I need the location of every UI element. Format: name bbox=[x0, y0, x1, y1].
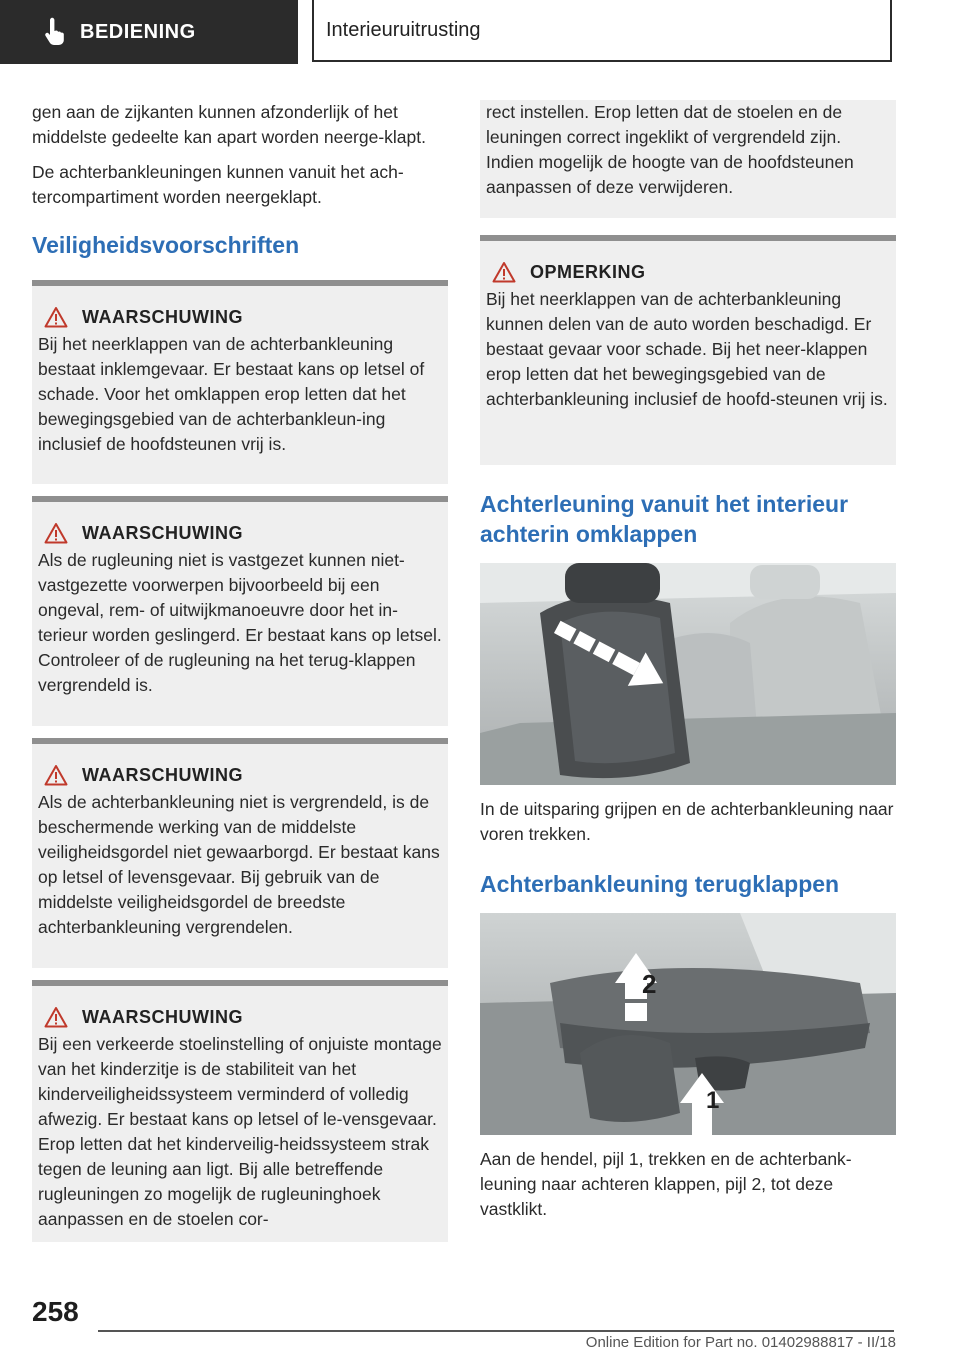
warning-text: Bij het neerklappen van de achterbankleuning bestaat inklemgevaar. Er bestaat kans op letsel of schade. Voor het omklappen erop letten dat het bewegingsgebied van de achterbankleun-ing inclusief de hoofdsteunen vrij is. bbox=[38, 334, 425, 454]
right-column bbox=[480, 100, 896, 1232]
notice-title: OPMERKING bbox=[530, 261, 646, 282]
caption-fold-back: Aan de hendel, pijl 1, trekken en de achterbank-leuning naar achteren klappen, pijl 2, tot deze vastklikt. bbox=[480, 1149, 852, 1219]
section-tab bbox=[0, 0, 298, 64]
intro-paragraph: gen aan de zijkanten kunnen afzonderlijk of het middelste gedeelte kan apart worden neerge-klapt. bbox=[32, 102, 426, 147]
warning-box bbox=[32, 738, 448, 968]
page-number: 258 bbox=[32, 1296, 79, 1327]
warning-title: WAARSCHUWING bbox=[82, 764, 243, 785]
warning-text: Bij een verkeerde stoelinstelling of onjuiste montage van het kinderzitje is de stabiliteit van het kinderveiligheidssysteem verminderd of volledig afwezig. Er bestaat kans op letsel of le-vensgevaar. Erop letten dat het kinderveilig-heidssysteem strak tegen de leuning aan ligt. Bij alle betreffende rugleuningen zo mogelijk de rugleuninghoek aanpassen en de stoelen cor- bbox=[38, 1034, 442, 1229]
photo-rear-seat-fold bbox=[480, 563, 896, 785]
arrow-label-2: 2 bbox=[642, 969, 657, 999]
warning-box bbox=[32, 496, 448, 726]
warning-text: Als de achterbankleuning niet is vergrendeld, is de beschermende werking van de middelste veiligheidsgordel niet gewaarborgd. Er bestaat kans op letsel of levensgevaar. Bij gebruik van de middelste veiligheidsgordel de breedste achterbankleuning vergrendelen. bbox=[38, 792, 440, 937]
warning-box bbox=[32, 280, 448, 484]
warning-box bbox=[32, 980, 448, 1242]
left-column bbox=[32, 100, 448, 1242]
section-heading-safety: Veiligheidsvoorschriften bbox=[32, 232, 300, 258]
notice-text: Bij het neerklappen van de achterbankleuning kunnen delen van de auto worden beschadigd. Er bestaat gevaar voor schade. Bij het neer-klappen erop letten dat het bewegingsgebied van de achterbankleuning inclusief de hoofd-steunen vrij is. bbox=[486, 289, 888, 409]
warning-title: WAARSCHUWING bbox=[82, 522, 243, 543]
warning-title: WAARSCHUWING bbox=[82, 1006, 243, 1027]
warning-title: WAARSCHUWING bbox=[82, 306, 243, 327]
warning-triangle-icon bbox=[492, 261, 516, 283]
warning-continuation bbox=[480, 100, 896, 218]
warning-triangle-icon bbox=[44, 1006, 68, 1028]
section-heading-fold-back: Achterbankleuning terugklappen bbox=[480, 871, 840, 897]
chapter-tab bbox=[312, 0, 892, 62]
chapter-title: Interieuruitrusting bbox=[326, 18, 481, 41]
warning-text: rect instellen. Erop letten dat de stoelen en de leuningen correct ingeklikt of vergrendeld zijn. Indien mogelijk de hoogte van de hoofdsteunen aanpassen of deze verwijderen. bbox=[486, 102, 854, 197]
section-title: BEDIENING bbox=[80, 20, 196, 43]
notice-box bbox=[480, 235, 896, 465]
warning-triangle-icon bbox=[44, 306, 68, 328]
section-heading-fold-forward: Achterleuning vanuit het interieur achterin omklappen bbox=[480, 491, 849, 547]
warning-text: Als de rugleuning niet is vastgezet kunnen niet-vastgezette voorwerpen bijvoorbeeld bij een ongeval, rem- of uitwijkmanoeuvre door het in-terieur worden geslingerd. Er bestaat kans op letsel. Controleer of de rugleuning na het terug-klappen vergrendeld is. bbox=[38, 550, 442, 695]
caption-fold-forward: In de uitsparing grijpen en de achterbankleuning naar voren trekken. bbox=[480, 799, 894, 844]
arrow-label-1: 1 bbox=[706, 1087, 720, 1114]
edition-info: Online Edition for Part no. 01402988817 - II/18 bbox=[585, 1334, 896, 1351]
warning-triangle-icon bbox=[44, 764, 68, 786]
warning-triangle-icon bbox=[44, 522, 68, 544]
photo-rear-seat-return bbox=[480, 913, 896, 1135]
intro-paragraph: De achterbankleuningen kunnen vanuit het ach-tercompartiment worden neergeklapt. bbox=[32, 162, 404, 207]
footer-divider bbox=[98, 1330, 894, 1332]
hand-pointer-icon bbox=[38, 14, 74, 50]
